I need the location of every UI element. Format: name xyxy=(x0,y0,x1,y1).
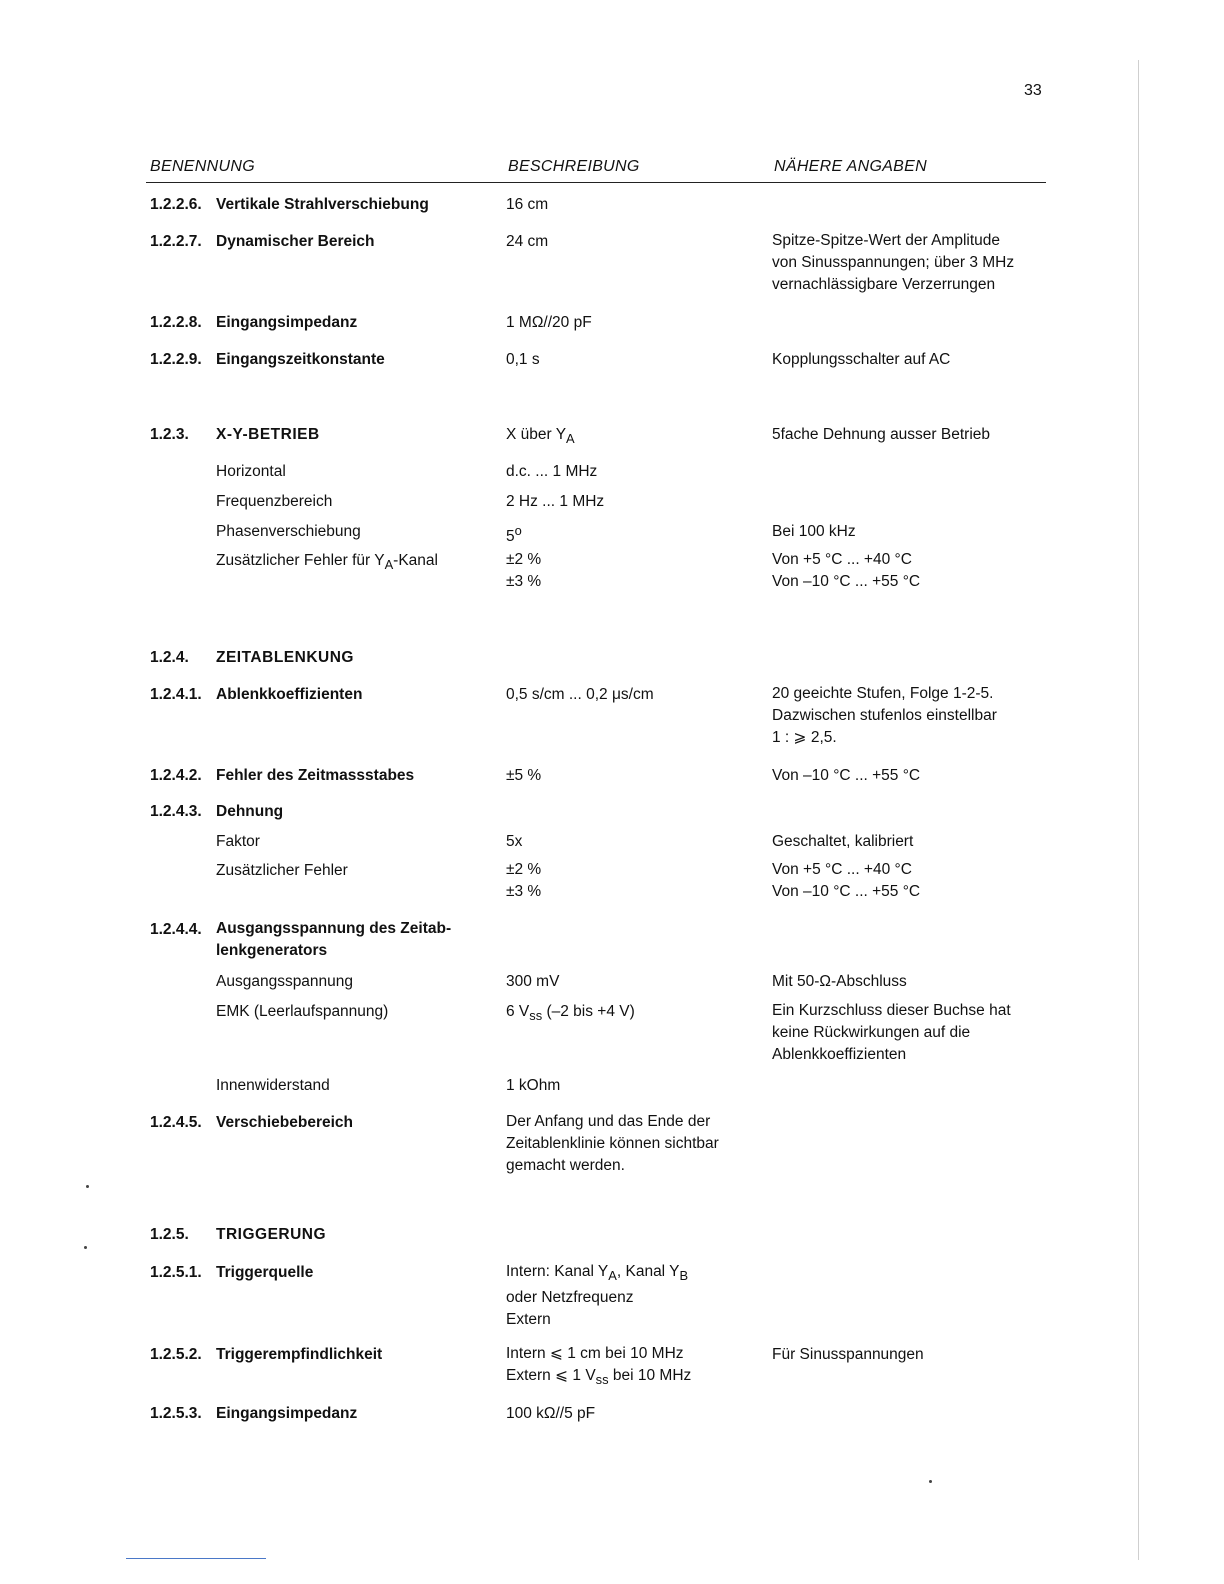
header-beschreibung: BESCHREIBUNG xyxy=(508,158,640,175)
item-number: 1.2.4.5. xyxy=(150,1114,202,1131)
header-naehere-angaben: NÄHERE ANGABEN xyxy=(774,158,927,175)
desc-line xyxy=(506,1261,688,1287)
item-label: Verschiebebereich xyxy=(216,1114,353,1131)
desc-line: ±2 % xyxy=(506,861,542,878)
section-number: 1.2.4. xyxy=(150,649,189,666)
item-number: 1.2.5.3. xyxy=(150,1405,202,1422)
item-label: Eingangsimpedanz xyxy=(216,314,358,331)
item-number: 1.2.4.1. xyxy=(150,686,202,703)
desc-line: ±3 % xyxy=(506,883,542,900)
section-number: 1.2.5. xyxy=(150,1226,189,1243)
desc-superscript: o xyxy=(514,523,522,538)
item-note xyxy=(772,1000,1011,1066)
item-label: Zusätzlicher Fehler xyxy=(216,862,348,879)
note-line: 20 geeichte Stufen, Folge 1-2-5. xyxy=(772,685,994,702)
label-text: -Kanal xyxy=(393,552,438,569)
note-line: vernachlässigbare Verzerrungen xyxy=(772,276,996,293)
item-description: ±5 % xyxy=(506,767,542,784)
item-note xyxy=(772,230,1014,296)
item-note xyxy=(772,859,920,903)
item-number: 1.2.2.7. xyxy=(150,233,202,250)
desc-line: Intern ⩽ 1 cm bei 10 MHz xyxy=(506,1345,684,1362)
header-benennung: BENENNUNG xyxy=(150,158,255,175)
item-number: 1.2.4.3. xyxy=(150,803,202,820)
desc-text: bei 10 MHz xyxy=(608,1367,692,1384)
item-label: Phasenverschiebung xyxy=(216,523,361,540)
desc-text: (–2 bis +4 V) xyxy=(542,1003,635,1020)
item-note: Von –10 °C ... +55 °C xyxy=(772,767,921,784)
item-label: Eingangszeitkonstante xyxy=(216,351,385,368)
item-note: Für Sinusspannungen xyxy=(772,1346,924,1363)
item-label: Innenwiderstand xyxy=(216,1077,330,1094)
item-label: Faktor xyxy=(216,833,260,850)
item-note: Mit 50-Ω-Abschluss xyxy=(772,973,907,990)
desc-subscript: ss xyxy=(529,1008,543,1024)
item-number: 1.2.2.6. xyxy=(150,196,202,213)
section-title: ZEITABLENKUNG xyxy=(216,649,354,666)
item-label: Fehler des Zeitmassstabes xyxy=(216,767,415,784)
item-label: Ausgangsspannung xyxy=(216,973,354,990)
item-description xyxy=(506,549,541,593)
item-label: Horizontal xyxy=(216,463,286,480)
note-line: Ein Kurzschluss dieser Buchse hat xyxy=(772,1002,1011,1019)
section-title: TRIGGERUNG xyxy=(216,1226,327,1243)
item-note: Kopplungsschalter auf AC xyxy=(772,351,951,368)
item-label: Dehnung xyxy=(216,803,284,820)
section-number: 1.2.3. xyxy=(150,426,189,443)
item-number: 1.2.2.9. xyxy=(150,351,202,368)
scan-speck xyxy=(86,1185,89,1188)
item-description: d.c. ... 1 MHz xyxy=(506,463,598,480)
item-description: 24 cm xyxy=(506,233,549,250)
item-label: Triggerquelle xyxy=(216,1264,314,1281)
header-rule xyxy=(146,182,1046,183)
item-label xyxy=(216,918,451,962)
footer-line xyxy=(126,1558,266,1559)
desc-text: 6 V xyxy=(506,1003,530,1020)
item-label: Triggerempfindlichkeit xyxy=(216,1346,383,1363)
note-line: von Sinusspannungen; über 3 MHz xyxy=(772,254,1015,271)
note-line: Ablenkkoeffizienten xyxy=(772,1046,907,1063)
item-label: Vertikale Strahlverschiebung xyxy=(216,196,429,213)
item-description xyxy=(506,523,522,546)
desc-line: oder Netzfrequenz xyxy=(506,1289,634,1307)
desc-subscript: ss xyxy=(595,1372,609,1388)
scan-speck xyxy=(84,1246,87,1249)
desc-text: , Kanal Y xyxy=(616,1263,680,1280)
item-number: 1.2.5.2. xyxy=(150,1346,202,1363)
desc-subscript: A xyxy=(566,431,575,447)
item-description: 5x xyxy=(506,833,523,850)
label-line: lenkgenerators xyxy=(216,942,328,959)
page-number: 33 xyxy=(1024,82,1042,99)
item-description xyxy=(506,426,575,446)
item-description: 1 MΩ//20 pF xyxy=(506,314,592,331)
desc-text: X über Y xyxy=(506,426,567,443)
item-label: Eingangsimpedanz xyxy=(216,1405,358,1422)
item-label: Ablenkkoeffizienten xyxy=(216,686,363,703)
note-line: Spitze-Spitze-Wert der Amplitude xyxy=(772,232,1001,249)
item-description: 1 kOhm xyxy=(506,1077,561,1094)
desc-line: ±3 % xyxy=(506,573,542,590)
note-line: Dazwischen stufenlos einstellbar xyxy=(772,707,997,724)
scan-speck xyxy=(929,1480,932,1483)
item-description xyxy=(506,859,541,903)
desc-line: Zeitablenklinie können sichtbar xyxy=(506,1135,719,1152)
section-title: X-Y-BETRIEB xyxy=(216,426,320,443)
item-number: 1.2.4.2. xyxy=(150,767,202,784)
item-label: EMK (Leerlaufspannung) xyxy=(216,1003,389,1020)
item-description xyxy=(506,1343,691,1391)
item-number: 1.2.4.4. xyxy=(150,921,202,938)
item-note xyxy=(772,549,920,593)
desc-line: Der Anfang und das Ende der xyxy=(506,1113,711,1130)
desc-text: Intern: Kanal Y xyxy=(506,1263,609,1280)
desc-text: 5 xyxy=(506,528,515,546)
item-label xyxy=(216,552,438,572)
item-number: 1.2.5.1. xyxy=(150,1264,202,1281)
item-number: 1.2.2.8. xyxy=(150,314,202,331)
item-description: 100 kΩ//5 pF xyxy=(506,1405,596,1422)
item-description: 0,5 s/cm ... 0,2 μs/cm xyxy=(506,686,654,703)
item-description: 2 Hz ... 1 MHz xyxy=(506,493,605,510)
item-note: Geschaltet, kalibriert xyxy=(772,833,914,850)
item-description xyxy=(506,1261,688,1331)
item-description xyxy=(506,1111,719,1177)
desc-line: gemacht werden. xyxy=(506,1157,625,1174)
item-note xyxy=(772,683,997,749)
desc-subscript: B xyxy=(679,1268,689,1284)
note-line: keine Rückwirkungen auf die xyxy=(772,1024,971,1041)
desc-line: ±2 % xyxy=(506,551,542,568)
note-line: Von +5 °C ... +40 °C xyxy=(772,861,912,878)
desc-line xyxy=(506,1365,691,1391)
note-line: Von –10 °C ... +55 °C xyxy=(772,883,921,900)
item-description: 300 mV xyxy=(506,973,560,990)
label-text: Zusätzlicher Fehler für Y xyxy=(216,552,385,569)
desc-subscript: A xyxy=(608,1268,617,1284)
label-subscript: A xyxy=(384,557,394,573)
note-line: 1 : ⩾ 2,5. xyxy=(772,729,837,746)
label-line: Ausgangsspannung des Zeitab- xyxy=(216,920,452,937)
item-description: 16 cm xyxy=(506,196,549,213)
note-line: Von +5 °C ... +40 °C xyxy=(772,551,912,568)
item-note: Bei 100 kHz xyxy=(772,523,856,540)
scan-edge-line xyxy=(1138,60,1139,1560)
item-label: Dynamischer Bereich xyxy=(216,233,375,250)
desc-text: Extern ⩽ 1 V xyxy=(506,1367,596,1384)
item-label: Frequenzbereich xyxy=(216,493,333,510)
item-note: 5fache Dehnung ausser Betrieb xyxy=(772,426,991,443)
item-description: 0,1 s xyxy=(506,351,540,368)
item-description xyxy=(506,1003,635,1023)
note-line: Von –10 °C ... +55 °C xyxy=(772,573,921,590)
desc-line: Extern xyxy=(506,1311,551,1329)
